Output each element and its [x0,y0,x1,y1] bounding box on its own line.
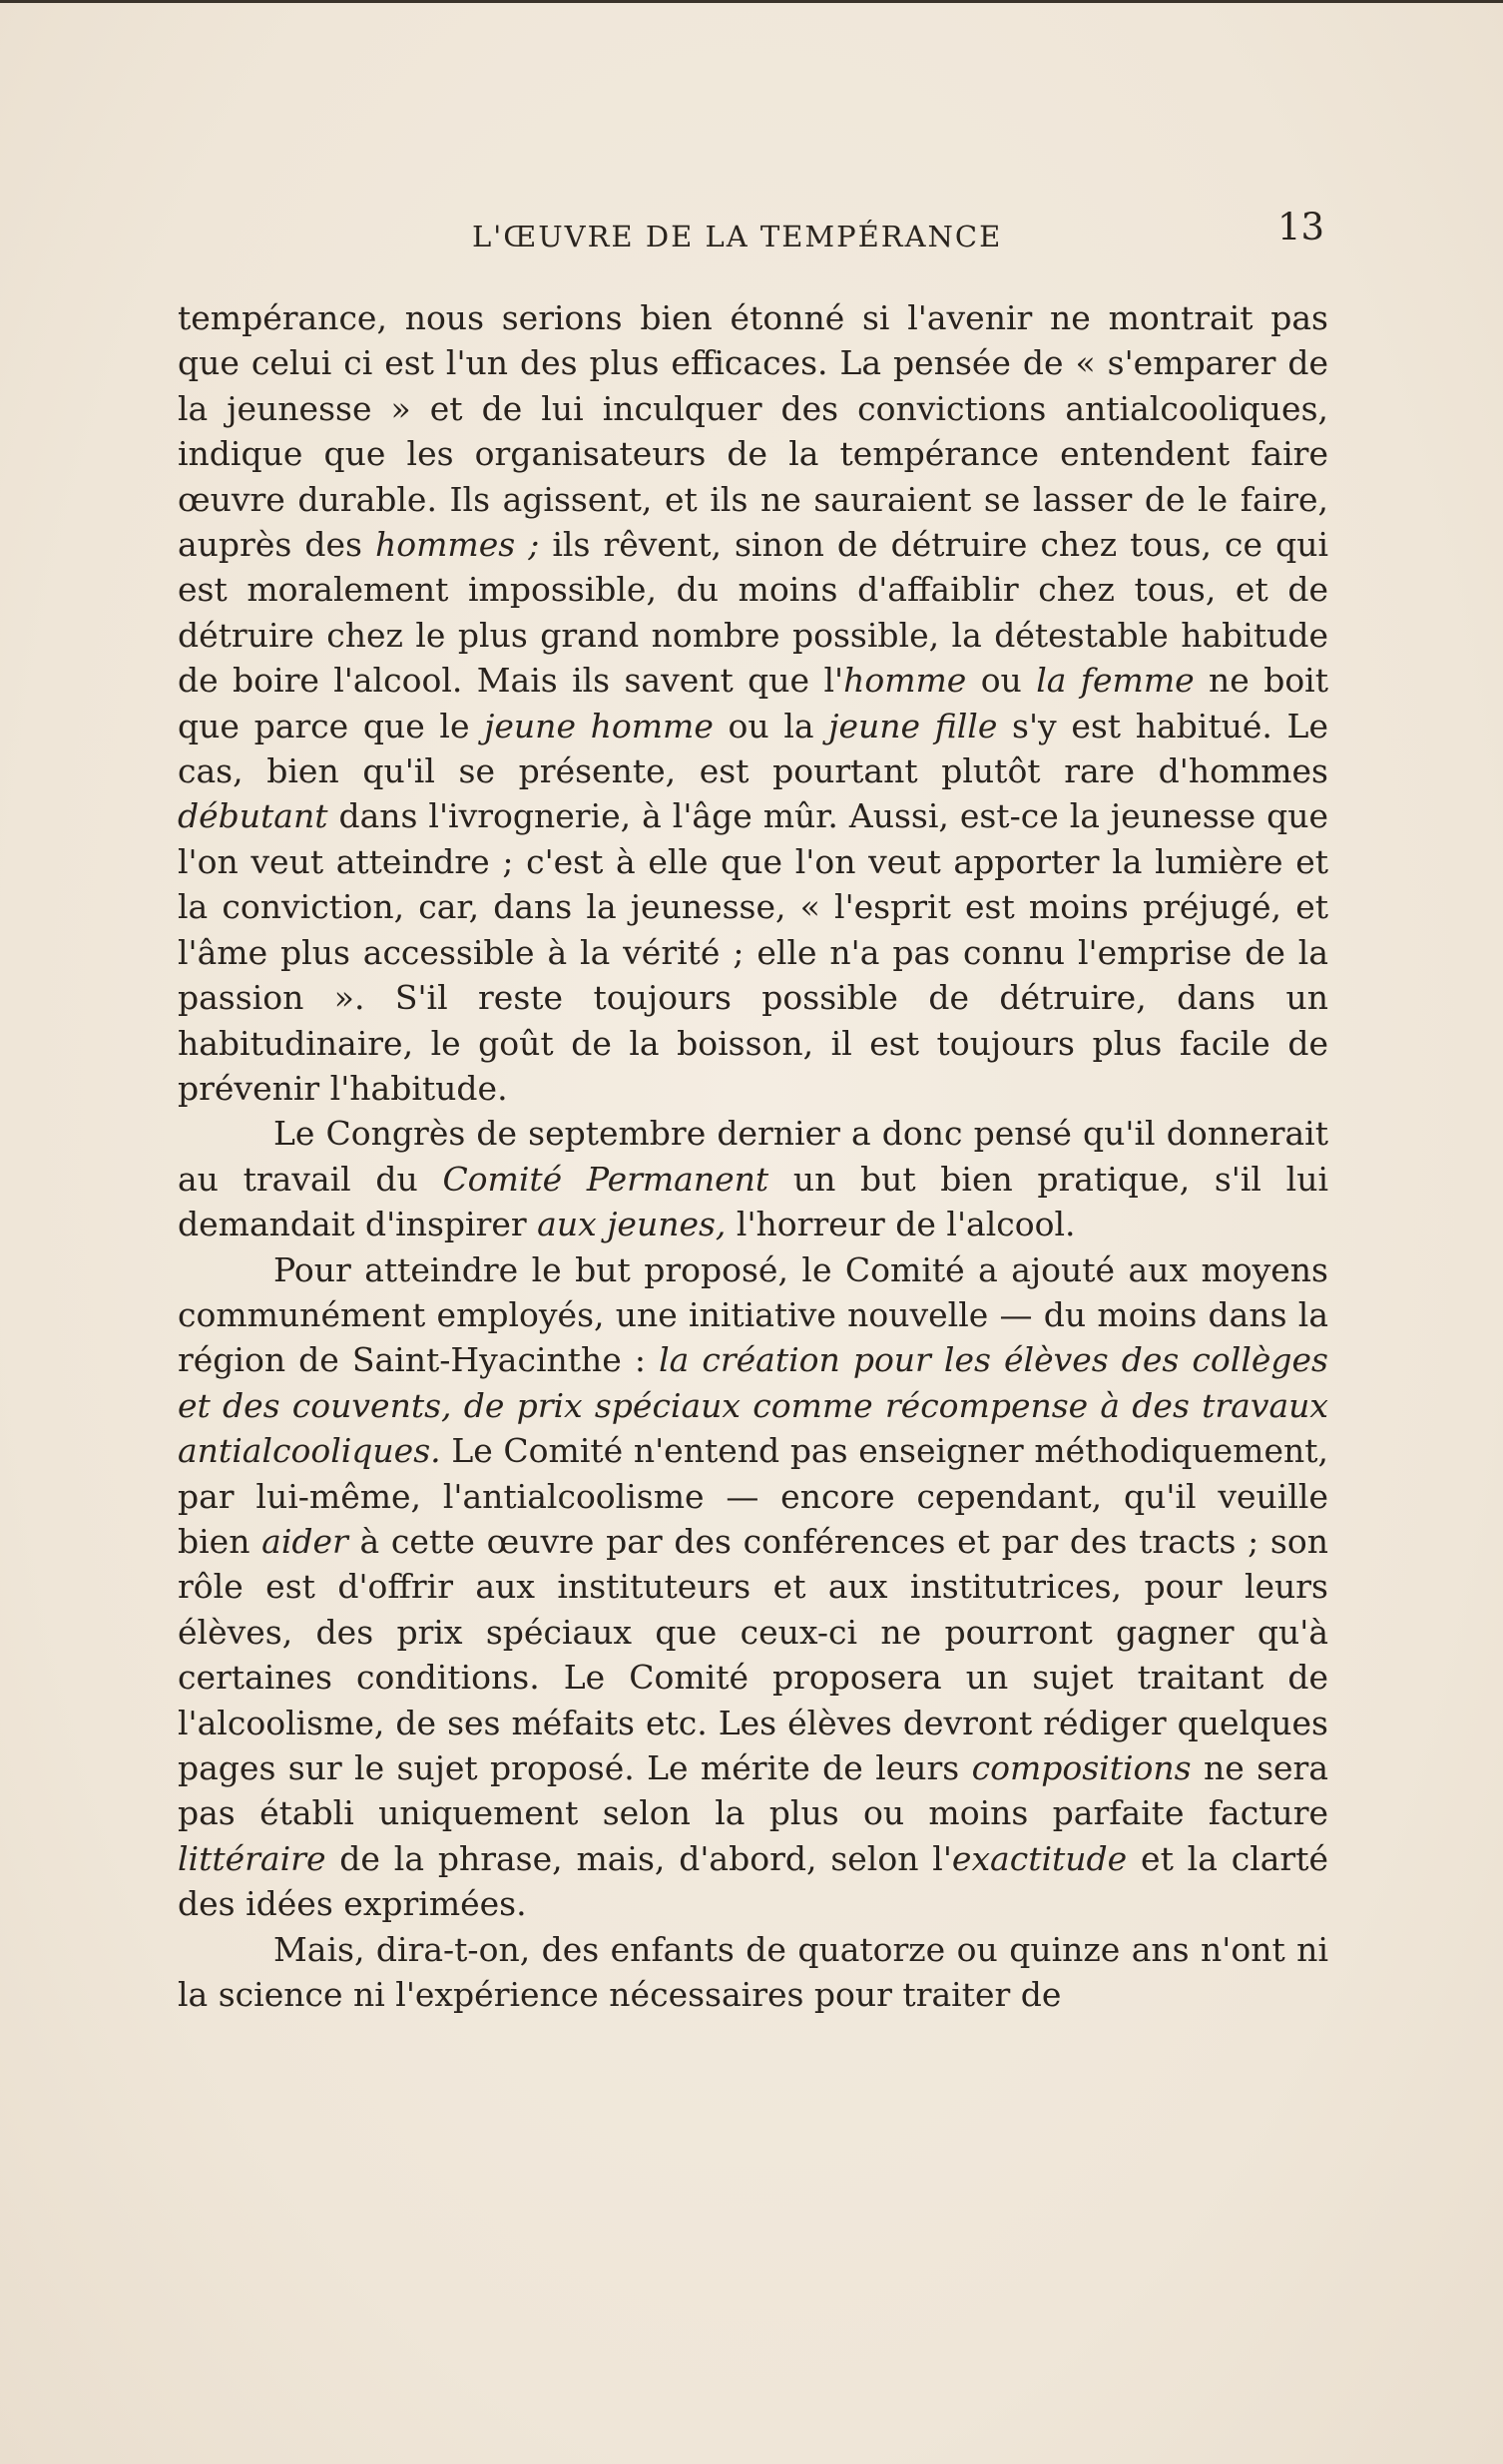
p3-text-4: ne sera pas établi uniquement selon la plus ou moins parfaite facture [178,1748,1328,1833]
p2-italic-1: Comité Permanent [442,1159,769,1199]
paragraph-2 [178,1111,1328,1246]
p1-text-7: dans l'ivrognerie, à l'âge mûr. Aussi, est-ce la jeunesse que l'on veut atteindre ; c'est à elle que l'on veut apporter la lumière et la conviction, car, dans la jeunesse, « l'esprit est moins préjugé, et l'âme plus accessible à la vérité ; elle n'a pas connu l'emprise de la passion ». S'il reste toujours possible de détruire, dans un habitudinaire, le goût de la boisson, il est toujours plus facile de prévenir l'habitude. [178,796,1328,1108]
p3-text-5: de la phrase, mais, d'abord, selon l' [325,1838,952,1878]
p1-italic-4: jeune homme [484,706,714,745]
p1-italic-1: hommes ; [374,525,540,565]
p1-text-6: s'y est habitué. Le cas, bien qu'il se présente, est pourtant plutôt rare d'hommes [178,706,1328,791]
page-edge-line [0,0,1503,3]
p1-italic-5: jeune fille [828,706,998,745]
p1-text-1: tempérance, nous serions bien étonné si l'avenir ne montrait pas que celui ci est l'un des plus efficaces. La pensée de « s'emparer de la jeunesse » et de lui inculquer des convictions antialcooliques, indique que les organisateurs de la tempérance entendent faire œuvre durable. Ils agissent, et ils ne sauraient se lasser de le faire, auprès des [178,298,1328,565]
p3-italic-2: aider [261,1521,348,1561]
p1-text-4: ne boit que parce que le [178,661,1328,745]
p4-text-1: Mais, dira-t-on, des enfants de quatorze ou quinze ans n'ont ni la science ni l'expérience nécessaires pour traiter de [178,1929,1328,2015]
p3-text-2: Le Comité n'entend pas enseigner méthodiquement, par lui-même, l'antialcoolisme — encore cependant, qu'il veuille bien [178,1431,1328,1561]
p1-italic-2: homme [843,661,967,701]
paragraph-3 [178,1247,1328,1927]
p2-text-2: un but bien pratique, s'il lui demandait d'inspirer [178,1159,1328,1244]
running-title: L'ŒUVRE DE LA TEMPÉRANCE [472,220,1003,253]
p3-italic-5: exactitude [951,1838,1128,1878]
p3-text-6: et la clarté des idées exprimées. [178,1838,1328,1924]
p1-text-2: ils rêvent, sinon de détruire chez tous, ce qui est moralement impossible, du moins d'affaiblir chez tous, et de détruire chez le plus grand nombre possible, la détestable habitude de boire l'alcool. Mais ils savent que l' [178,525,1328,701]
paragraph-1 [178,295,1328,1111]
p2-text-1: Le Congrès de septembre dernier a donc pensé qu'il donnerait au travail du [178,1114,1328,1199]
p2-text-3: l'horreur de l'alcool. [726,1205,1076,1244]
p1-text-3: ou [966,661,1037,701]
page-number: 13 [1277,206,1325,248]
p2-italic-2: aux jeunes, [537,1205,727,1244]
p3-italic-4: littéraire [178,1838,326,1878]
p3-italic-3: compositions [971,1748,1192,1787]
p3-text-1: Pour atteindre le but proposé, le Comité a ajouté aux moyens communément employés, une initiative nouvelle — du moins dans la région de Saint-Hyacinthe : [178,1249,1328,1380]
p3-text-3: à cette œuvre par des conférences et par des tracts ; son rôle est d'offrir aux instituteurs et aux institutrices, pour leurs élèves, des prix spéciaux que ceux-ci ne pourront gagner qu'à certaines conditions. Le Comité proposera un sujet traitant de l'alcoolisme, de ses méfaits etc. Les élèves devront rédiger quelques pages sur le sujet proposé. Le mérite de leurs [178,1521,1328,1787]
paragraph-4 [178,1927,1328,2018]
p1-italic-6: débutant [178,796,328,836]
body-text [178,295,1328,2017]
p3-italic-1: la création pour les élèves des collèges et des couvents, de prix spéciaux comme récompense à des travaux antialcooliques. [178,1340,1328,1471]
p1-text-5: ou la [713,706,829,745]
p1-italic-3: la femme [1036,661,1195,701]
